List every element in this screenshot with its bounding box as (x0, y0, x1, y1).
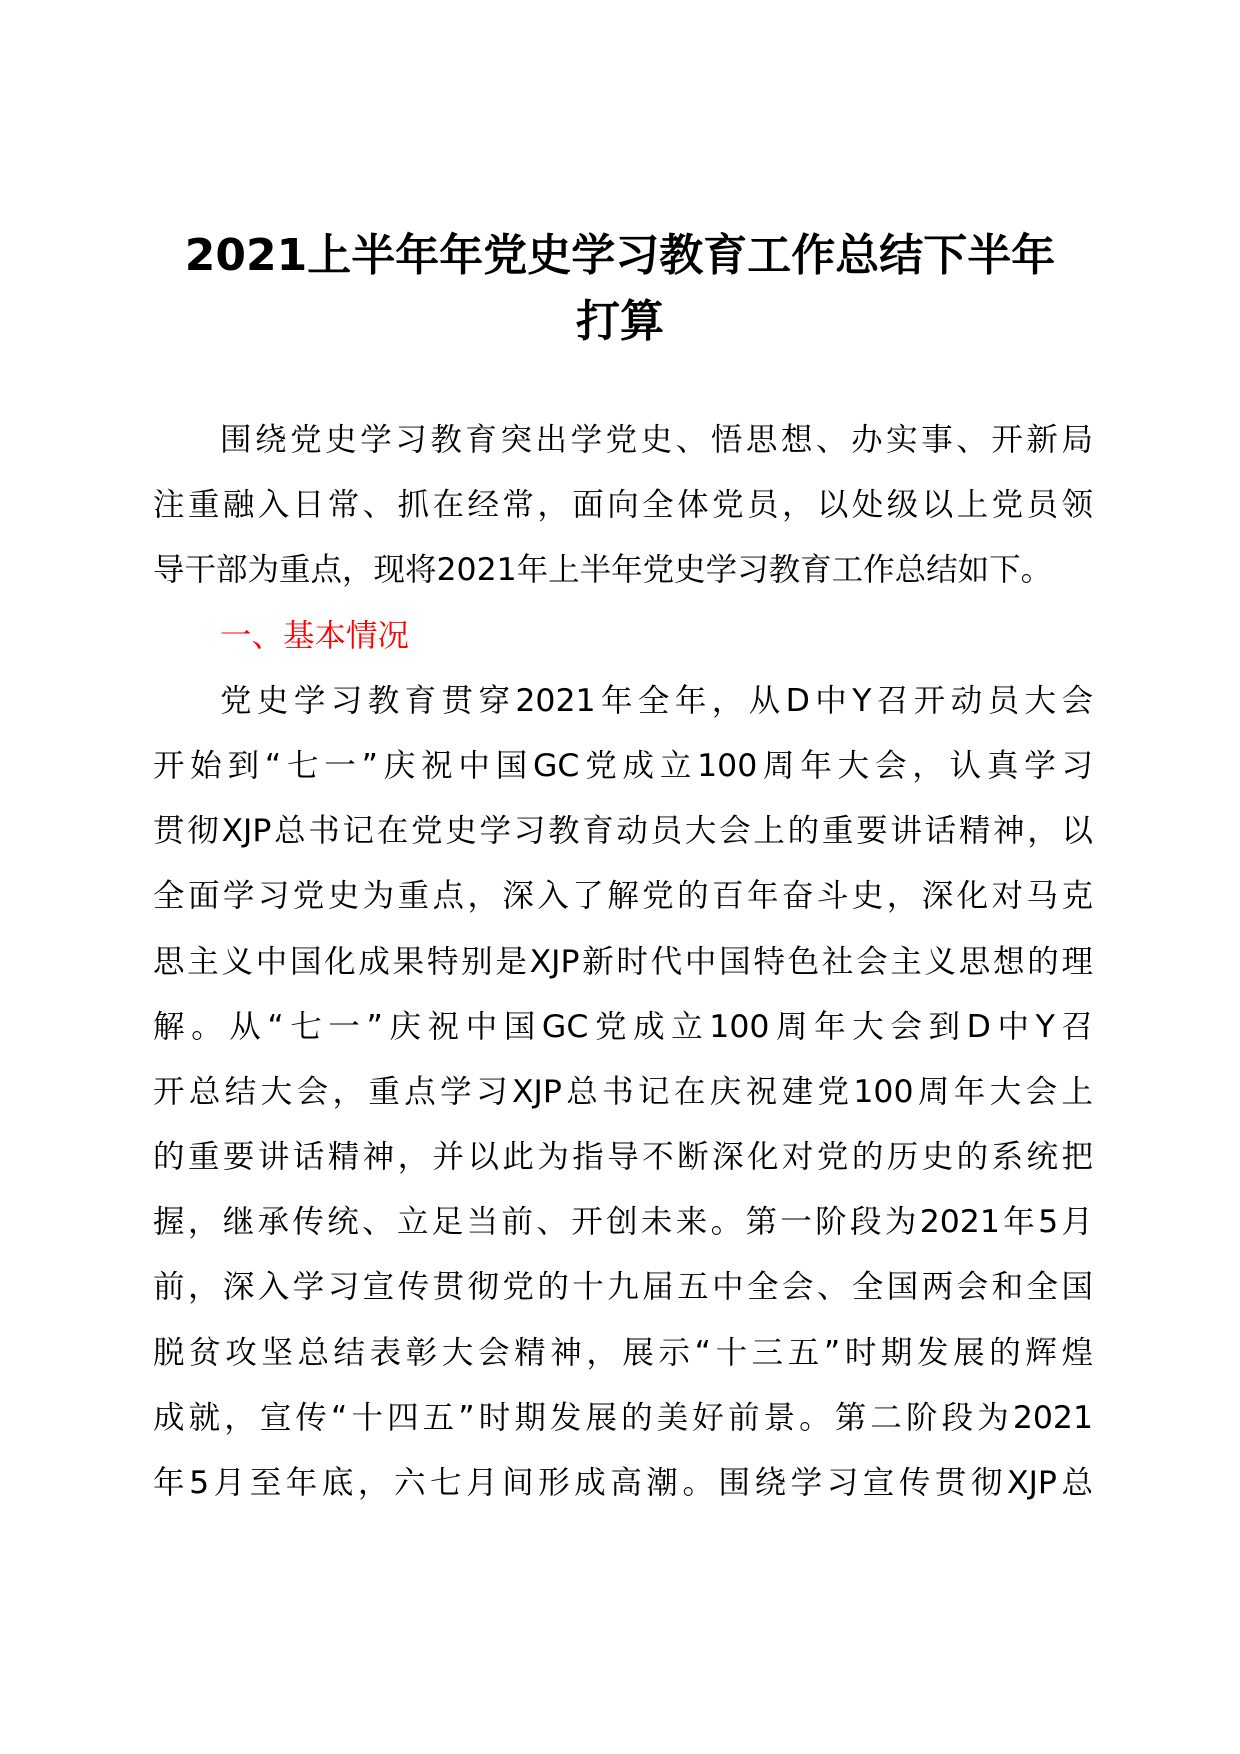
section-line: 党史学习教育贯穿2021年全年，从D中Y召开动员大会 (220, 682, 1093, 719)
intro-line: 注重融入日常、抓在经常，面向全体党员，以处级以上党员领 (153, 487, 1093, 524)
section-line: 年5月至年底，六七月间形成高潮。围绕学习宣传贯彻XJP总 (153, 1465, 1093, 1501)
title-line: 2021上半年年党史学习教育工作总结下半年 (184, 230, 1056, 281)
document-title (150, 223, 1090, 355)
section-line: 前，深入学习宣传贯彻党的十九届五中全会、全国两会和全国 (153, 1269, 1093, 1306)
section-line: 思主义中国化成果特别是XJP新时代中国特色社会主义思想的理 (153, 943, 1093, 980)
title-line: 打算 (576, 296, 664, 347)
section-line: 握，继承传统、立足当前、开创未来。第一阶段为2021年5月 (153, 1204, 1093, 1241)
section-line: 的重要讲话精神，并以此为指导不断深化对党的历史的系统把 (153, 1139, 1093, 1176)
section-line: 开总结大会，重点学习XJP总书记在庆祝建党100周年大会上 (153, 1073, 1093, 1110)
section-line: 脱贫攻坚总结表彰大会精神，展示“十三五”时期发展的辉煌 (153, 1334, 1093, 1371)
document-body (153, 408, 1093, 1516)
section-line: 全面学习党史为重点，深入了解党的百年奋斗史，深化对马克 (153, 878, 1093, 915)
section-line: 解。从“七一”庆祝中国GC党成立100周年大会到D中Y召 (153, 1008, 1093, 1045)
section-line: 开始到“七一”庆祝中国GC党成立100周年大会，认真学习 (153, 747, 1093, 784)
section-line: 贯彻XJP总书记在党史学习教育动员大会上的重要讲话精神，以 (153, 813, 1093, 850)
intro-line: 导干部为重点，现将2021年上半年党史学习教育工作总结如下。 (153, 552, 1053, 589)
section-heading: 一、基本情况 (220, 617, 410, 654)
intro-line: 围绕党史学习教育突出学党史、悟思想、办实事、开新局 (220, 422, 1093, 458)
section-line: 成就，宣传“十四五”时期发展的美好前景。第二阶段为2021 (153, 1399, 1093, 1436)
